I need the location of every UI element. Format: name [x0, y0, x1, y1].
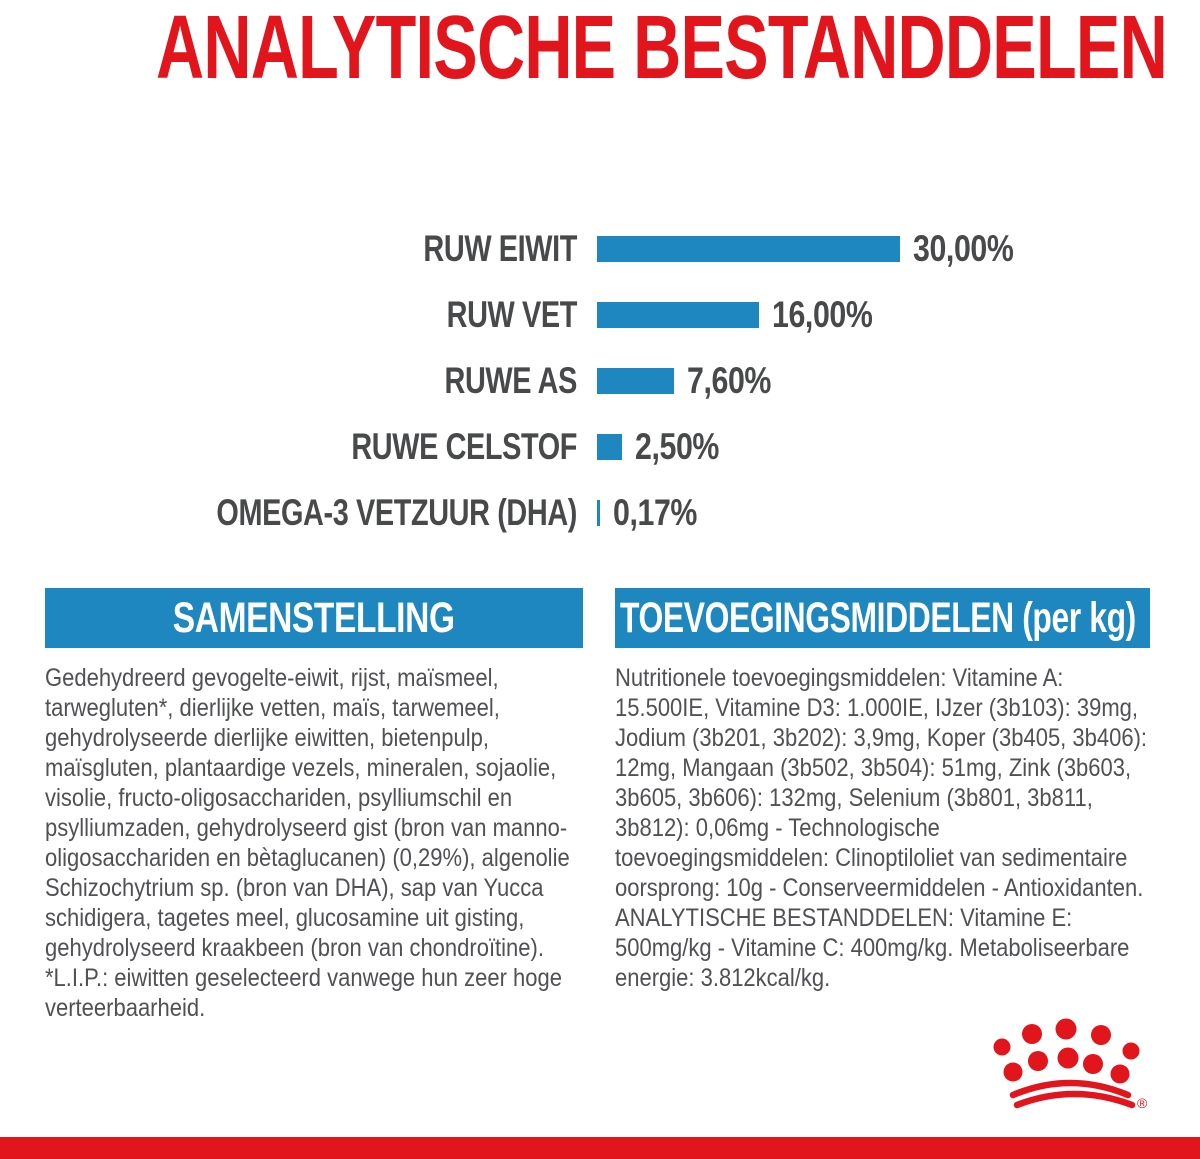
chart-value-label: 16,00% [772, 294, 873, 335]
chart-category-label: RUWE CELSTOF [351, 426, 577, 467]
additives-section-header [615, 588, 1150, 648]
chart-value-label: 0,17% [613, 492, 697, 533]
chart-category-label: RUW EIWIT [423, 228, 577, 269]
lip-footnote-text: *L.I.P.: eiwitten geselecteerd vanwege hun zeer hoge verteerbaarheid. [45, 964, 562, 1022]
additives-text-column [615, 663, 1150, 993]
composition-header-label: SAMENSTELLING [173, 593, 455, 642]
chart-row [0, 228, 1200, 269]
chart-category-label: RUW VET [446, 294, 577, 335]
chart-row [0, 360, 1200, 401]
composition-text-column [45, 663, 584, 1023]
chart-row [0, 294, 1200, 335]
registered-trademark-symbol: ® [1137, 1095, 1148, 1111]
composition-body-text: Gedehydreerd gevogelte-eiwit, rijst, maïsmeel, tarwegluten*, dierlijke vetten, maïs, tarwemeel, gehydrolyseerde dierlijke eiwitten, bietenpulp, maïsgluten, plantaardige vezels, mineralen, sojaolie, visolie, fructo-oligosacchariden, psylliumschil en psylliumzaden, gehydrolyseerd gist (bron van manno-oligosacchariden en bètaglucanen) (0,29%), algenolie Schizochytrium sp. (bron van DHA), sap van Yucca schidigera, tagetes meel, glucosamine uit gisting, gehydrolyseerd kraakbeen (bron van chondroïtine). [45, 664, 570, 962]
chart-bar [597, 236, 900, 262]
composition-section-header [45, 588, 583, 648]
chart-bar [597, 302, 759, 328]
additives-body-text: Nutritionele toevoegingsmiddelen: Vitamine A: 15.500IE, Vitamine D3: 1.000IE, IJzer (3b103): 39mg, Jodium (3b201, 3b202): 3,9mg, Koper (3b405, 3b406): 12mg, Mangaan (3b502, 3b504): 51mg, Zink (3b603, 3b605, 3b606): 132mg, Selenium (3b801, 3b811, 3b812): 0,06mg - Technologische toevoegingsmiddelen: Clinoptiloliet van sedimentaire oorsprong: 10g - Conserveermiddelen - Antioxidanten. ANALYTISCHE BESTANDDELEN: Vitamine E: 500mg/kg - Vitamine C: 400mg/kg. Metaboliseerbare energie: 3.812kcal/kg. [615, 664, 1148, 992]
chart-value-label: 30,00% [913, 228, 1014, 269]
additives-header-label: TOEVOEGINGSMIDDELEN (per kg) [620, 593, 1136, 642]
bar-chart [0, 228, 1200, 566]
page-title: ANALYTISCHE BESTANDDELEN [156, 0, 1167, 98]
chart-value-label: 2,50% [635, 426, 719, 467]
chart-category-label: RUWE AS [444, 360, 577, 401]
chart-bar [597, 500, 600, 526]
bottom-red-bar [0, 1137, 1200, 1159]
chart-row [0, 492, 1200, 533]
chart-bar [597, 434, 622, 460]
royal-canin-crown-logo [985, 1014, 1160, 1114]
crown-swoosh-lower [1017, 1094, 1132, 1105]
chart-row [0, 426, 1200, 467]
chart-category-label: OMEGA-3 VETZUUR (DHA) [216, 492, 577, 533]
chart-bar [597, 368, 674, 394]
chart-value-label: 7,60% [687, 360, 771, 401]
